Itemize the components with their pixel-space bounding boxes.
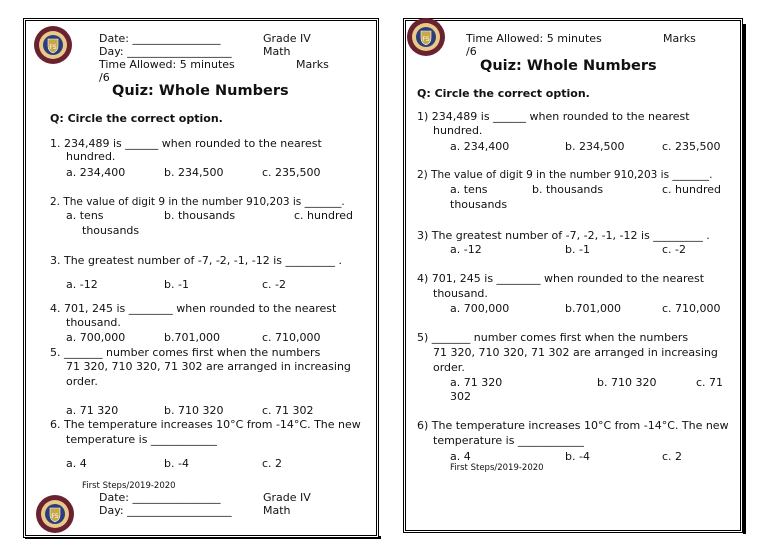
footer-text: First Steps/2019-2020 xyxy=(82,481,176,491)
marks-total: /6 xyxy=(99,71,110,84)
question-4: 4. 701, 245 is ________ when rounded to the nearest xyxy=(50,302,337,315)
school-seal-icon xyxy=(35,494,75,534)
option-a: a. tens xyxy=(66,209,104,222)
option-a: a. 234,400 xyxy=(450,140,510,153)
option-c: c. 235,500 xyxy=(262,166,321,179)
question-5-cont: 71 320, 710 320, 71 302 are arranged in increasing xyxy=(433,346,718,359)
option-a: a. -12 xyxy=(66,278,98,291)
option-c: c. 2 xyxy=(262,457,283,470)
option-a: a. tens xyxy=(450,183,488,196)
option-b: b. -1 xyxy=(565,243,590,256)
day-field: Day: ___________________ xyxy=(99,504,232,517)
option-c: c. 2 xyxy=(662,450,683,463)
subject-label: Math xyxy=(263,504,291,517)
instruction: Q: Circle the correct option. xyxy=(50,112,223,125)
school-seal-icon xyxy=(33,25,73,65)
question-5: 5) _______ number comes first when the numbers xyxy=(417,331,689,344)
time-allowed: Time Allowed: 5 minutes xyxy=(99,58,235,71)
option-a: a. 71 320 xyxy=(66,404,119,417)
option-b: b. 710 320 xyxy=(597,376,657,389)
question-4-cont: thousand. xyxy=(66,316,121,329)
question-4: 4) 701, 245 is ________ when rounded to the nearest xyxy=(417,272,705,285)
question-1: 1. 234,489 is ______ when rounded to the nearest xyxy=(50,137,322,150)
option-c: c. hundred xyxy=(662,183,721,196)
question-3: 3) The greatest number of -7, -2, -1, -12 is _________ . xyxy=(417,229,710,242)
question-1-cont: hundred. xyxy=(433,124,483,137)
time-allowed: Time Allowed: 5 minutes xyxy=(466,32,602,45)
svg-text:FS: FS xyxy=(51,513,59,520)
option-b: b. -4 xyxy=(164,457,189,470)
question-3: 3. The greatest number of -7, -2, -1, -12 is _________ . xyxy=(50,254,342,267)
question-6: 6) The temperature increases 10°C from -14°C. The new xyxy=(417,419,729,432)
option-b: b. 234,500 xyxy=(565,140,625,153)
option-c-cont: thousands xyxy=(82,224,140,237)
date-field: Date: ________________ xyxy=(99,491,221,504)
option-b: b. 234,500 xyxy=(164,166,224,179)
option-b: b. 710 320 xyxy=(164,404,224,417)
grade-label: Grade IV xyxy=(263,32,311,45)
subject-label: Math xyxy=(263,45,291,58)
question-5: 5. _______ number comes first when the numbers xyxy=(50,346,321,359)
instruction: Q: Circle the correct option. xyxy=(417,87,590,100)
question-2: 2) The value of digit 9 in the number 910,203 is _______. xyxy=(417,169,713,181)
marks-label: Marks xyxy=(296,58,329,71)
quiz-title: Quiz: Whole Numbers xyxy=(480,58,657,74)
question-6: 6. The temperature increases 10°C from -14°C. The new xyxy=(50,418,361,431)
option-c: c. hundred xyxy=(294,209,353,222)
option-a: a. 71 320 xyxy=(450,376,503,389)
option-a: a. 234,400 xyxy=(66,166,126,179)
option-a: a. 700,000 xyxy=(66,331,126,344)
question-5-cont2: order. xyxy=(433,361,465,374)
option-b: b.701,000 xyxy=(565,302,621,315)
question-1: 1) 234,489 is ______ when rounded to the nearest xyxy=(417,110,690,123)
option-b: b. thousands xyxy=(164,209,236,222)
date-field: Date: ________________ xyxy=(99,32,221,45)
option-c-cont: 302 xyxy=(450,390,471,403)
option-c: c. 710,000 xyxy=(662,302,721,315)
option-a: a. 4 xyxy=(66,457,87,470)
day-field: Day: ___________________ xyxy=(99,45,232,58)
option-c-cont: thousands xyxy=(450,198,508,211)
question-5-cont2: order. xyxy=(66,375,98,388)
marks-total: /6 xyxy=(466,45,477,58)
quiz-title: Quiz: Whole Numbers xyxy=(112,83,289,99)
question-2: 2. The value of digit 9 in the number 910,203 is _______. xyxy=(50,196,345,208)
option-c: c. -2 xyxy=(662,243,687,256)
option-a: a. 700,000 xyxy=(450,302,510,315)
marks-label: Marks xyxy=(663,32,696,45)
option-b: b. thousands xyxy=(532,183,604,196)
question-4-cont: thousand. xyxy=(433,287,488,300)
option-b: b. -1 xyxy=(164,278,189,291)
option-c: c. 235,500 xyxy=(662,140,721,153)
page-shadow-right xyxy=(743,24,746,534)
option-c: c. -2 xyxy=(262,278,287,291)
option-a: a. -12 xyxy=(450,243,482,256)
option-c: c. 71 302 xyxy=(262,404,314,417)
question-6-cont: temperature is ____________ xyxy=(66,433,217,446)
option-c: c. 71 xyxy=(696,376,724,389)
option-a: a. 4 xyxy=(450,450,471,463)
grade-label: Grade IV xyxy=(263,491,311,504)
option-c: c. 710,000 xyxy=(262,331,321,344)
question-5-cont: 71 320, 710 320, 71 302 are arranged in increasing xyxy=(66,360,351,373)
school-seal-icon xyxy=(406,17,446,57)
svg-text:FS: FS xyxy=(49,44,57,51)
question-1-cont: hundred. xyxy=(66,150,116,163)
svg-text:FS: FS xyxy=(422,36,430,43)
footer-text: First Steps/2019-2020 xyxy=(450,463,544,473)
option-b: b. -4 xyxy=(565,450,590,463)
question-6-cont: temperature is ____________ xyxy=(433,434,584,447)
option-b: b.701,000 xyxy=(164,331,220,344)
